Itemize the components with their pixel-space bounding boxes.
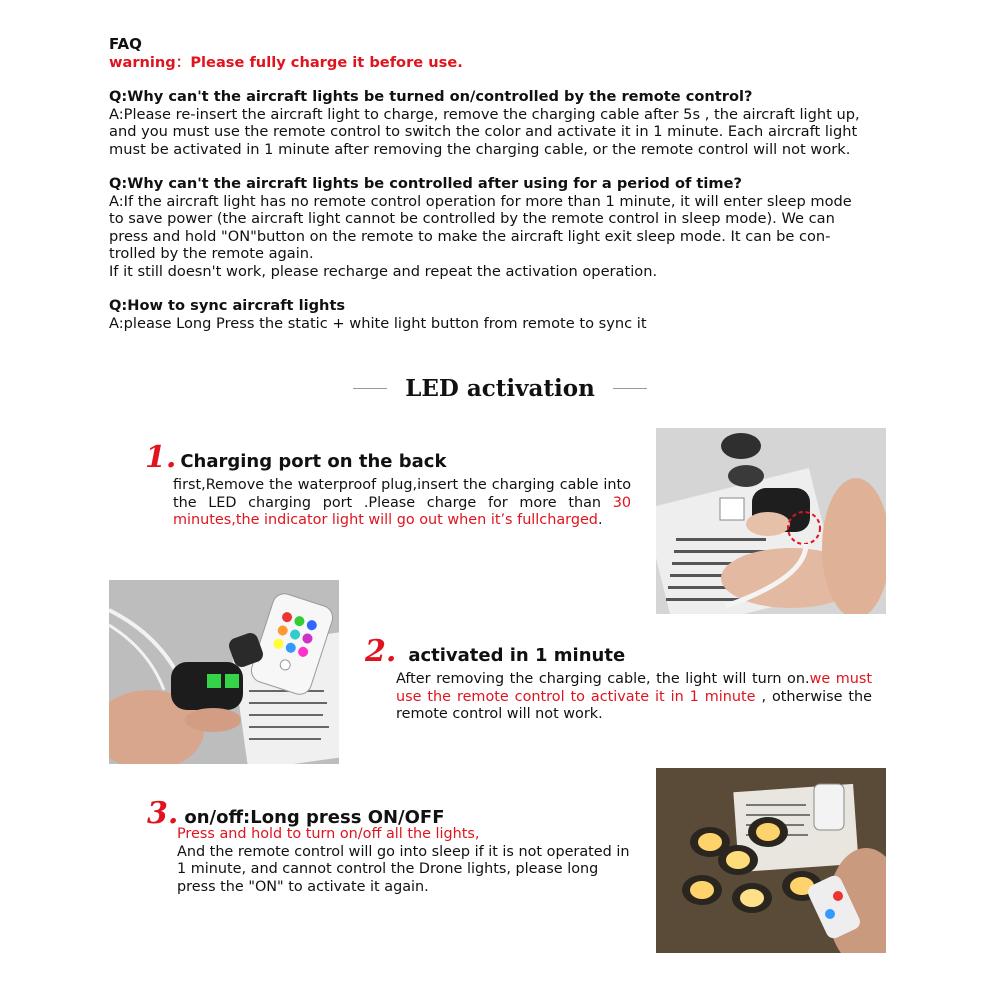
step-1-title: Charging port on the back [180, 451, 447, 472]
photo-lights-on [656, 768, 886, 953]
faq-answer-1: A:Please re-insert the aircraft light to charge, remove the charging cable after 5s , the aircraft light up, and you must use the remote control to switch the color and activate it in 1 minute. Each aircraft light must be activated in 1 minute after removing the charging cable, or the remote control will not work. [109, 105, 860, 158]
heading-divider-right [613, 388, 647, 389]
faq-question-3: Q:How to sync aircraft lights [109, 297, 346, 314]
step-3-title: on/off:Long press ON/OFF [184, 807, 445, 828]
step-1-text-end: . [597, 512, 603, 528]
step-1-description [173, 477, 631, 530]
step-2-text: After removing the charging cable, the light will turn on. [396, 671, 810, 687]
step-3-text: And the remote control will go into sleep if it is not operated in 1 minute, and cannot control the Drone lights, please long press the "ON" to activate it again. [177, 843, 630, 895]
faq-question-1: Q:Why can't the aircraft lights be turned on/controlled by the remote control? [109, 88, 753, 105]
step-1-heading [145, 440, 446, 475]
step-1-text: first,Remove the waterproof plug,insert the charging cable into the LED charging port .Please charge for more than [173, 477, 631, 511]
faq-section [109, 36, 909, 332]
step-3-number: 3. [147, 796, 179, 831]
step-2-heading [365, 634, 625, 669]
step-3-description [177, 826, 632, 896]
step-2-highlight: we must use the remote control to activate it in 1 minute [396, 671, 872, 705]
step-2-description [396, 671, 872, 724]
activation-heading [0, 370, 1000, 406]
step-2-title: activated in 1 minute [408, 645, 626, 666]
photo-charging-port [656, 428, 886, 614]
faq-answer-3: A:please Long Press the static + white light button from remote to sync it [109, 314, 647, 332]
step-1-number: 1. [145, 440, 177, 475]
step-2-text-end: , otherwise the remote control will not work. [396, 688, 872, 722]
photo-remote-activation [109, 580, 339, 764]
step-1-highlight: 30 minutes,the indicator light will go out when it’s fullcharged [173, 494, 631, 528]
faq-question-2: Q:Why can't the aircraft lights be controlled after using for a period of time? [109, 175, 742, 192]
faq-answer-2: A:If the aircraft light has no remote control operation for more than 1 minute, it will enter sleep mode to save power (the aircraft light cannot be controlled by the remote control in sleep mode). We can press and hold "ON"button on the remote to make the aircraft light exit sleep mode. It can be con- trolled by the remote again. If it still doesn't work, please recharge and repeat the activation operation. [109, 192, 852, 280]
step-2-number: 2. [365, 634, 397, 669]
faq-warning: warning：Please fully charge it before use. [109, 53, 463, 71]
faq-title: FAQ [109, 35, 142, 53]
step-3-highlight: Press and hold to turn on/off all the lights, [177, 826, 480, 842]
heading-divider-left [353, 388, 387, 389]
activation-title: LED activation [405, 374, 595, 402]
